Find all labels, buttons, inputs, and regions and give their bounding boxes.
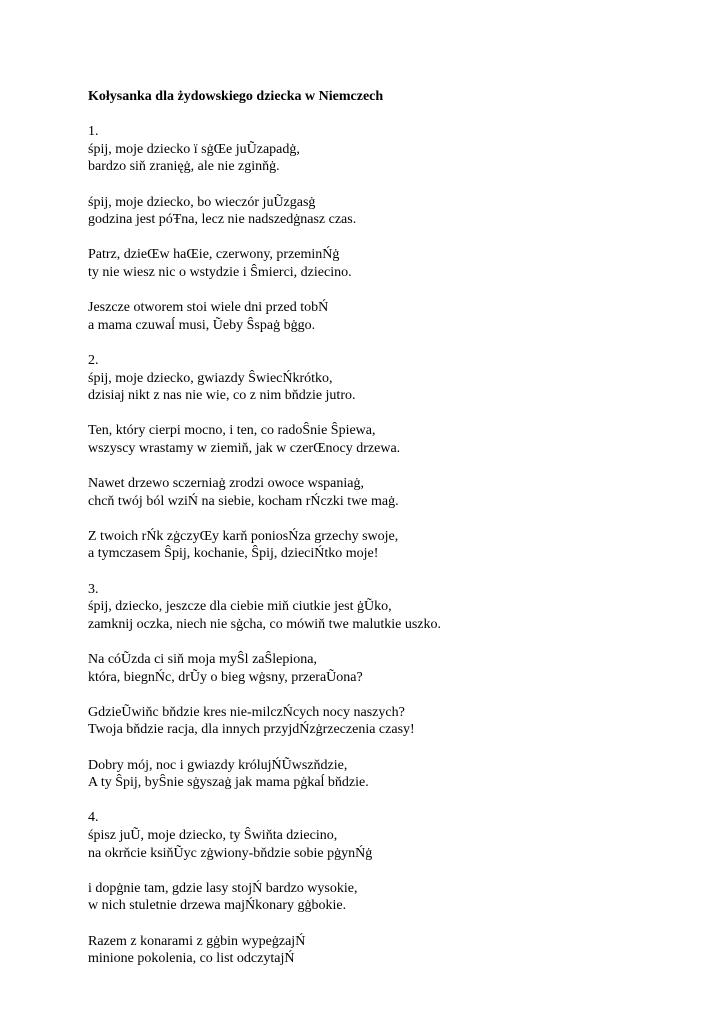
- verse-line: minione pokolenia, co list odczytajŃ: [88, 951, 295, 967]
- verse-line: dzisiaj nikt z nas nie wie, co z nim bňdzie jutro.: [88, 388, 356, 404]
- verse-line: w nich stuletnie drzewa majŃkonary gġbokie.: [88, 898, 347, 914]
- verse-line: Ten, który cierpi mocno, i ten, co radoŜnie Ŝpiewa,: [88, 423, 376, 439]
- verse-line: bardzo siň zranięġ, ale nie zginňġ.: [88, 159, 280, 175]
- section-number: 1.: [88, 124, 99, 140]
- verse-line: GdzieŨwiňc bňdzie kres nie-milczŃcych nocy naszych?: [88, 704, 405, 720]
- verse-line: chcň twój ból wziŃ na siebie, kocham rŃczki twe maġ.: [88, 493, 399, 509]
- verse-line: Z twoich rŃk zġczyŒy karň poniosŃza grzechy swoje,: [88, 528, 399, 544]
- stanza: [88, 757, 688, 792]
- verse-line: śpij, moje dziecko, gwiazdy ŜwiecŃkrótko,: [88, 370, 333, 386]
- verse-line: Twoja bňdzie racja, dla innych przyjdŃzġrzeczenia czasy!: [88, 722, 415, 738]
- verse-line: śpij, moje dziecko ï sġŒe juŨzapadġ,: [88, 141, 300, 157]
- stanza: [88, 651, 688, 686]
- verse-line: Razem z konarami z gġbin wypeġzajŃ: [88, 933, 306, 949]
- verse-line: A ty Ŝpij, byŜnie sġyszaġ jak mama pġkaĺ bňdzie.: [88, 775, 369, 791]
- verse-line: Jeszcze otworem stoi wiele dni przed tobŃ: [88, 300, 329, 316]
- stanza: [88, 422, 688, 457]
- verse-line: a mama czuwaĺ musi, Ũeby Ŝspaġ bġgo.: [88, 317, 316, 333]
- stanza: [88, 528, 688, 563]
- section-4: [88, 809, 688, 967]
- verse-line: na okrňcie ksiňŨyc zġwiony-bňdzie sobie pġynŃġ: [88, 845, 373, 861]
- stanza: [88, 475, 688, 510]
- verse-line: Nawet drzewo sczerniaġ zrodzi owoce wspaniaġ,: [88, 476, 364, 492]
- verse-line: zamknij oczka, niech nie sġcha, co mówiň twe malutkie uszko.: [88, 616, 442, 632]
- section-3: [88, 581, 688, 792]
- section-number: 4.: [88, 810, 99, 826]
- stanza: [88, 194, 688, 229]
- section-2: [88, 352, 688, 563]
- stanza: [88, 370, 688, 405]
- verse-line: śpisz juŨ, moje dziecko, ty Ŝwiňta dziecino,: [88, 827, 338, 843]
- stanza: [88, 141, 688, 176]
- verse-line: która, biegnŃc, drŨy o bieg wġsny, przeraŨona?: [88, 669, 363, 685]
- verse-line: wszyscy wrastamy w ziemiň, jak w czerŒnocy drzewa.: [88, 440, 401, 456]
- document-title: Kołysanka dla żydowskiego dziecka w Niemczech: [88, 89, 384, 104]
- stanza: [88, 933, 688, 968]
- section-1: [88, 123, 688, 334]
- verse-line: śpij, moje dziecko, bo wieczór juŨzgasġ: [88, 194, 316, 210]
- verse-line: Dobry mój, noc i gwiazdy królujŃŨwszňdzie,: [88, 757, 348, 773]
- stanza: [88, 880, 688, 915]
- stanza: [88, 246, 688, 281]
- verse-line: ty nie wiesz nic o wstydzie i Ŝmierci, dziecino.: [88, 264, 352, 280]
- verse-line: Na cóŨzda ci siň moja myŜl zaŜlepiona,: [88, 652, 317, 667]
- verse-line: śpij, dziecko, jeszcze dla ciebie miň ciutkie jest ġŨko,: [88, 599, 392, 615]
- document-body: [88, 88, 688, 985]
- stanza: [88, 598, 688, 633]
- stanza: [88, 299, 688, 334]
- verse-line: Patrz, dzieŒw haŒie, czerwony, przeminŃġ: [88, 247, 340, 263]
- stanza: [88, 704, 688, 739]
- verse-line: godzina jest póŦna, lecz nie nadszedġnasz czas.: [88, 212, 357, 228]
- verse-line: i dopġnie tam, gdzie lasy stojŃ bardzo wysokie,: [88, 880, 358, 896]
- section-number: 3.: [88, 581, 99, 597]
- stanza: [88, 827, 688, 862]
- verse-line: a tymczasem Ŝpij, kochanie, Ŝpij, dzieciŃtko moje!: [88, 546, 379, 562]
- section-number: 2.: [88, 352, 99, 368]
